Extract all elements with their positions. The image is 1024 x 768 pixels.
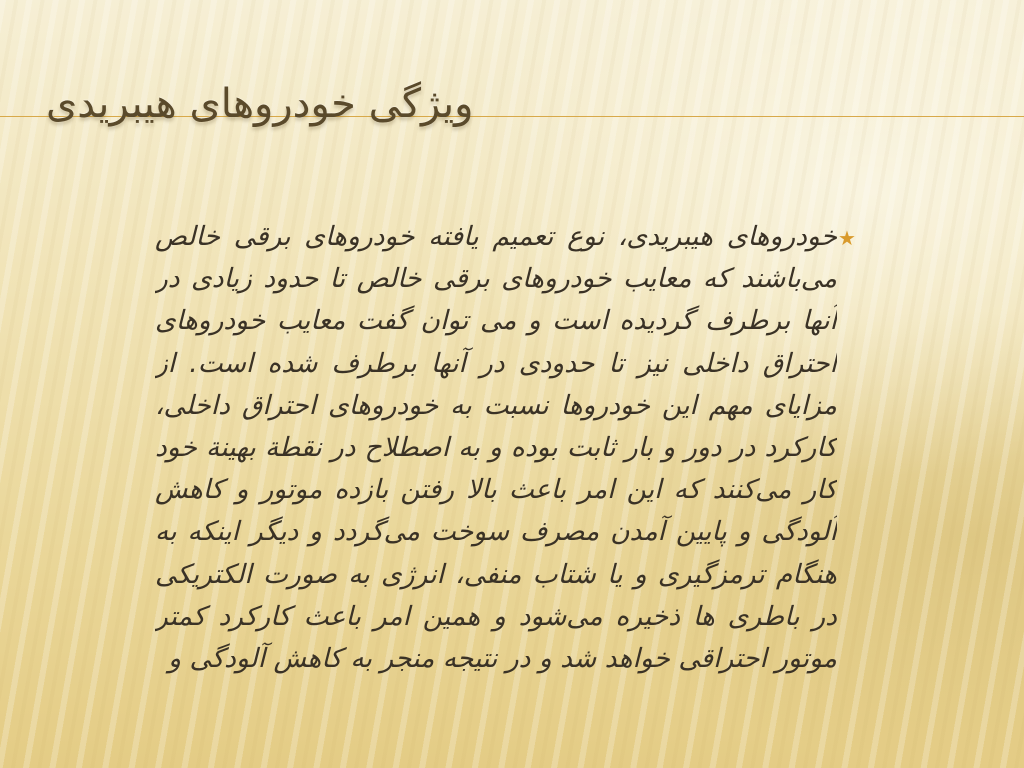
slide-title: ویژگی خودروهای هیبریدی [46,81,474,127]
body-paragraph: خودروهای هیبریدی، نوع تعمیم یافته خودروهای برقی خالص می‌باشند که معایب خودروهای برقی خالص تا حدود زیادی در آنها برطرف گردیده است و می توان گفت معایب خودروهای احتراق داخلی نیز تا حدودی در آنها برطرف شده است. از مزایای مهم این خودروها نسبت به خودروهای احتراق داخلی، کارکرد در دور و بار ثابت بوده و به اصطلاح در نقطة بهینة خود کار می‌کنند که این امر باعث بالا رفتن بازده موتور و کاهش آلودگی و پایین آمدن مصرف سوخت می‌گردد و دیگر اینکه به هنگام ترمزگیری و یا شتاب منفی، انرژی به صورت الکتریکی در باطری ها ذخیره می‌شود و همین امر باعث کارکرد کمتر موتور احتراقی خواهد شد و در نتیجه منجر به کاهش آلودگی و [155,221,837,675]
star-bullet-icon: ★ [838,226,856,250]
